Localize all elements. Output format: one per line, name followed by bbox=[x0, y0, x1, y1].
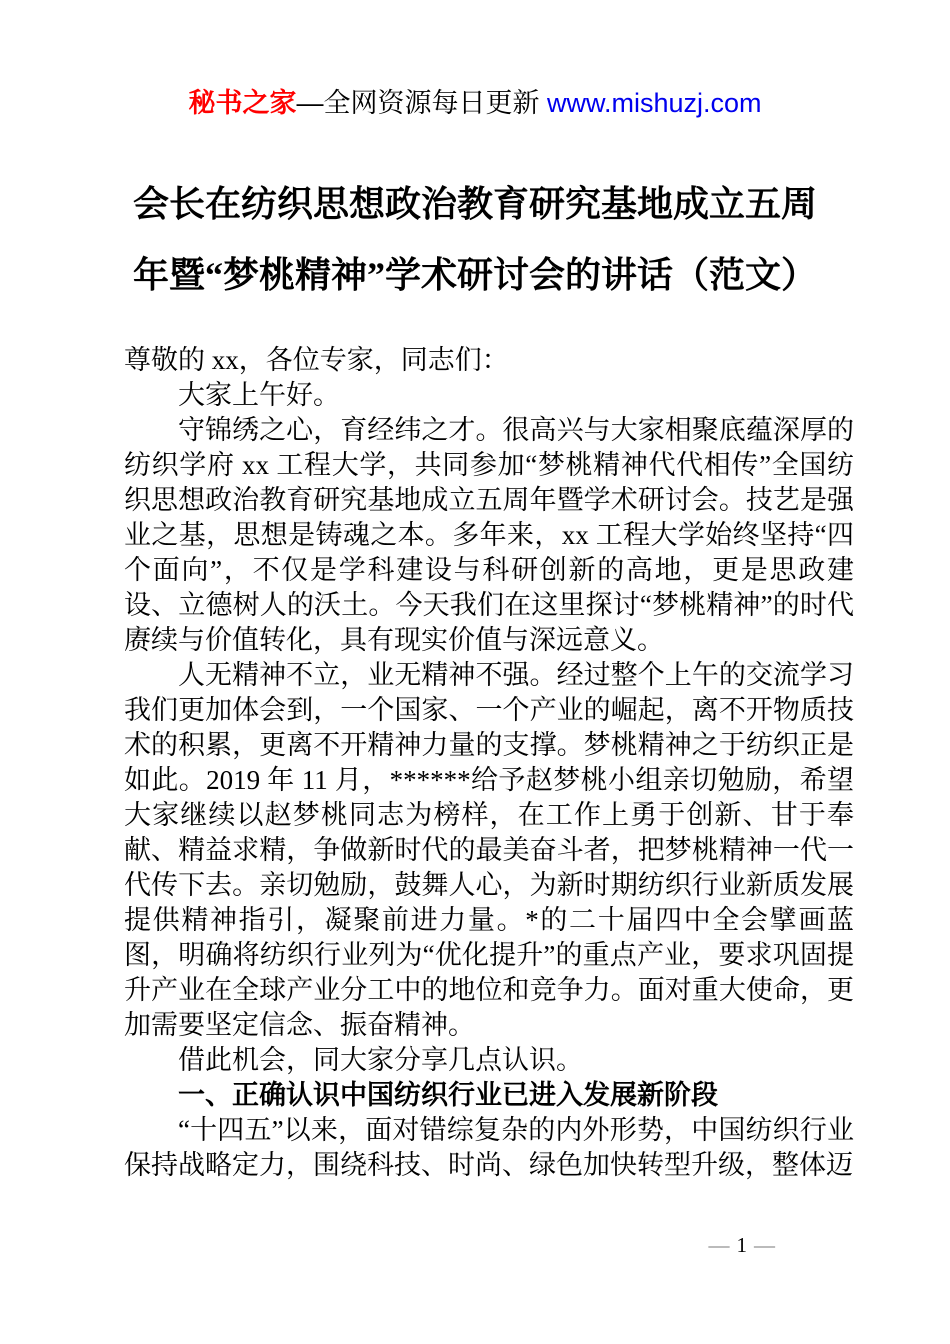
site-brand: 秘书之家 bbox=[188, 88, 297, 118]
page-number-dash-left: — bbox=[708, 1233, 730, 1257]
salutation-paragraph: 尊敬的 xx，各位专家，同志们： bbox=[124, 345, 509, 375]
paragraph: 大家上午好。 bbox=[178, 380, 340, 410]
page-number bbox=[0, 1231, 782, 1259]
paragraph: 借此机会，同大家分享几点认识。 bbox=[178, 1045, 583, 1075]
section-heading: 一、正确认识中国纺织行业已进入发展新阶段 bbox=[178, 1080, 718, 1110]
site-header bbox=[0, 86, 950, 120]
document-body bbox=[124, 343, 854, 1183]
paragraph: 人无精神不立，业无精神不强。经过整个上午的交流学习我们更加体会到，一个国家、一个产业的崛起，离不开物质技术的积累，更离不开精神力量的支撑。梦桃精神之于纺织正是如此。2019 年 11 月，******给予赵梦桃小组亲切勉励，希望大家继续以赵梦桃同志为榜样，在工作上勇于创新、甘于奉献、精益求精，争做新时代的最美奋斗者，把梦桃精神一代一代传下去。亲切勉励，鼓舞人心，为新时期纺织行业新质发展提供精神指引，凝聚前进力量。*的二十届四中全会擘画蓝图，明确将纺织行业列为“优化提升”的重点产业，要求巩固提升产业在全球产业分工中的地位和竞争力。面对重大使命，更加需要坚定信念、振奋精神。 bbox=[124, 660, 854, 1040]
document-title-line2: 年暨“梦桃精神”学术研讨会的讲话（范文） bbox=[132, 255, 817, 295]
document-title bbox=[100, 169, 850, 311]
site-url-link[interactable]: www.mishuzj.com bbox=[546, 88, 762, 118]
page-number-dash-right: — bbox=[754, 1233, 775, 1257]
document-title-line1: 会长在纺织思想政治教育研究基地成立五周 bbox=[132, 184, 817, 224]
paragraph: 守锦绣之心，育经纬之才。很高兴与大家相聚底蕴深厚的纺织学府 xx 工程大学，共同参加“梦桃精神代代相传”全国纺织思想政治教育研究基地成立五周年暨学术研讨会。技艺是强业之基，思想是铸魂之本。多年来，xx 工程大学始终坚持“四个面向”，不仅是学科建设与科研创新的高地，更是思政建设、立德树人的沃土。今天我们在这里探讨“梦桃精神”的时代赓续与价值转化，具有现实价值与深远意义。 bbox=[124, 415, 854, 655]
site-tagline: —全网资源每日更新 bbox=[296, 88, 547, 118]
paragraph: “十四五”以来，面对错综复杂的内外形势，中国纺织行业保持战略定力，围绕科技、时尚、绿色加快转型升级，整体迈 bbox=[124, 1115, 854, 1180]
page-number-value: 1 bbox=[736, 1233, 747, 1257]
